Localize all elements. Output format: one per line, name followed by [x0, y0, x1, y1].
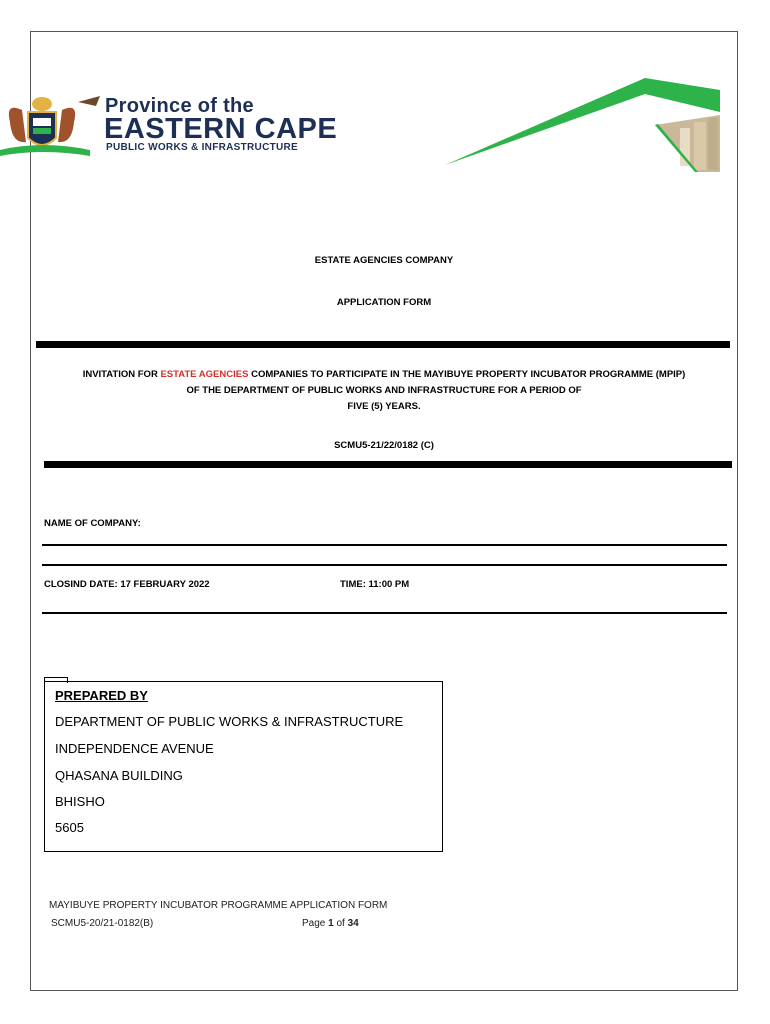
page-of: of: [333, 918, 348, 929]
prepared-line-street: INDEPENDENCE AVENUE: [55, 741, 214, 756]
prepared-by-title: PREPARED BY: [55, 688, 148, 703]
company-name-label: NAME OF COMPANY:: [44, 518, 141, 529]
prepared-line-department: DEPARTMENT OF PUBLIC WORKS & INFRASTRUCTURE: [55, 714, 404, 729]
coat-of-arms-icon: [0, 92, 105, 162]
roof-building-graphic: [440, 70, 725, 175]
form-subtitle: APPLICATION FORM: [336, 297, 432, 308]
company-name-line-2: [42, 564, 727, 566]
page-prefix: Page: [302, 918, 329, 929]
footer-programme: MAYIBUYE PROPERTY INCUBATOR PROGRAMME APPLICATION FORM: [49, 900, 388, 911]
prepared-line-city: BHISHO: [55, 794, 105, 809]
province-line1: Province of the: [105, 95, 254, 117]
province-line3: PUBLIC WORKS & INFRASTRUCTURE: [106, 142, 299, 153]
prepared-line-building: QHASANA BUILDING: [55, 768, 183, 783]
closing-time-label: TIME: 11:00 PM: [340, 579, 410, 590]
footer-reference: SCMU5-20/21-0182(B): [51, 918, 154, 929]
invitation-text: [30, 367, 738, 415]
page-total: 34: [347, 918, 359, 929]
invitation-line2: OF THE DEPARTMENT OF PUBLIC WORKS AND INFRASTRUCTURE FOR A PERIOD OF: [186, 385, 582, 396]
invitation-prefix: INVITATION FOR: [82, 369, 161, 380]
invitation-line3: FIVE (5) YEARS.: [347, 401, 421, 412]
page-current: 1: [328, 918, 334, 929]
divider-bar-bottom: [44, 461, 732, 468]
divider-bar-top: [36, 341, 730, 348]
province-line2: EASTERN CAPE: [104, 113, 338, 145]
invitation-highlight: ESTATE AGENCIES: [160, 369, 249, 380]
page-number: [302, 918, 359, 929]
prepared-by-box: [44, 681, 443, 852]
invitation-suffix: COMPANIES TO PARTICIPATE IN THE MAYIBUYE PROPERTY INCUBATOR PROGRAMME (MPIP): [248, 369, 686, 380]
reference-number: SCMU5-21/22/0182 (C): [334, 440, 434, 451]
closing-date-label: CLOSIND DATE: 17 FEBRUARY 2022: [44, 579, 210, 590]
prepared-line-postcode: 5605: [55, 820, 84, 835]
form-title: ESTATE AGENCIES COMPANY: [314, 255, 454, 266]
company-name-line[interactable]: [42, 544, 727, 546]
closing-date-line: [42, 612, 727, 614]
